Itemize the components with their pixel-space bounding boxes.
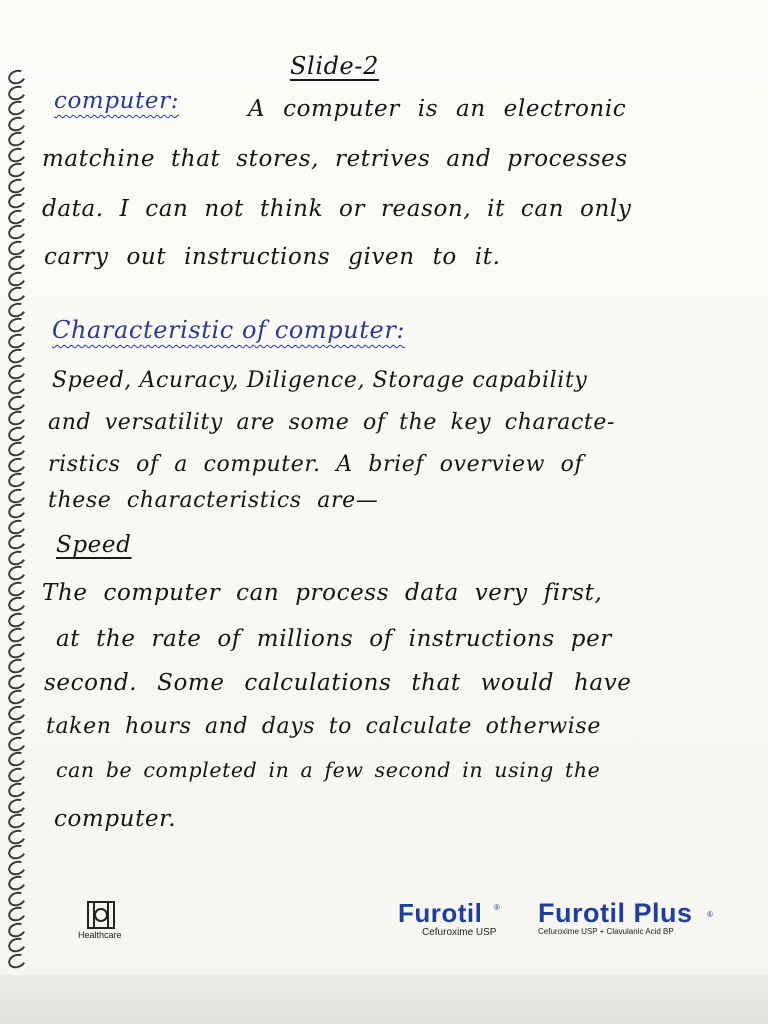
healthcare-logo-icon [86,900,116,930]
spiral-ring [6,811,28,830]
spiral-ring [6,315,28,334]
spiral-ring [6,362,28,381]
spiral-ring [6,749,28,768]
spiral-ring [6,98,28,117]
spiral-ring [6,563,28,582]
spiral-ring [6,486,28,505]
spiral-ring [6,408,28,427]
spiral-ring [6,594,28,613]
spiral-ring [6,160,28,179]
spiral-ring [6,207,28,226]
spiral-ring [6,346,28,365]
spiral-ring [6,935,28,954]
spiral-ring [6,625,28,644]
spiral-ring [6,331,28,350]
spiral-ring [6,904,28,923]
spiral-ring [6,672,28,691]
speed-line-3: second. Some calculations that would have [44,670,632,696]
spiral-ring [6,501,28,520]
furotil-plus-subtitle: Cefuroxime USP + Clavulanic Acid BP [538,927,674,936]
spiral-ring [6,455,28,474]
spiral-ring [6,377,28,396]
healthcare-logo-label: Healthcare [78,930,122,940]
computer-heading: computer: [54,88,180,114]
spiral-ring [6,393,28,412]
definition-line-4: carry out instructions given to it. [44,244,501,270]
spiral-ring [6,765,28,784]
spiral-ring [6,579,28,598]
speed-line-6: computer. [54,806,177,832]
characteristics-heading: Characteristic of computer: [52,316,406,344]
spiral-ring [6,548,28,567]
furotil-trademark: ® [494,903,500,912]
spiral-ring [6,517,28,536]
spiral-ring [6,920,28,939]
characteristics-line-1: Speed, Acuracy, Diligence, Storage capability [52,368,588,393]
spiral-ring [6,439,28,458]
spiral-ring [6,656,28,675]
characteristics-line-2: and versatility are some of the key characte- [48,410,616,435]
spiral-ring [6,191,28,210]
spiral-ring [6,842,28,861]
spiral-ring [6,951,28,970]
furotil-plus-trademark: ® [707,910,713,919]
spiral-ring [6,889,28,908]
spiral-ring [6,796,28,815]
characteristics-line-3: ristics of a computer. A brief overview of [48,452,584,477]
furotil-plus-brand: Furotil Plus [538,898,693,928]
definition-line-1: A computer is an electronic [248,96,627,122]
speed-line-4: taken hours and days to calculate otherwise [46,714,601,739]
spiral-ring [6,780,28,799]
speed-line-2: at the rate of millions of instructions per [56,626,612,652]
spiral-ring [6,470,28,489]
spiral-ring [6,610,28,629]
page-bottom-edge [0,975,768,1024]
spiral-ring [6,827,28,846]
spiral-ring [6,687,28,706]
spiral-ring [6,284,28,303]
page-title: Slide-2 [290,52,379,80]
spiral-ring [6,300,28,319]
speed-heading: Speed [56,532,132,558]
characteristics-line-4: these characteristics are— [48,488,379,513]
spiral-ring [6,145,28,164]
spiral-ring [6,858,28,877]
spiral-ring [6,253,28,272]
spiral-ring [6,129,28,148]
spiral-ring [6,222,28,241]
spiral-ring [6,238,28,257]
spiral-ring [6,873,28,892]
spiral-ring [6,532,28,551]
furotil-brand: Furotil [398,898,483,928]
definition-line-3: data. I can not think or reason, it can only [42,196,632,222]
spiral-ring [6,641,28,660]
speed-line-5: can be completed in a few second in using the [56,758,601,782]
spiral-ring [6,67,28,86]
spiral-ring [6,703,28,722]
spiral-ring [6,176,28,195]
definition-line-2: matchine that stores, retrives and processes [42,146,628,172]
spiral-ring [6,734,28,753]
spiral-ring [6,718,28,737]
speed-line-1: The computer can process data very first, [42,580,603,606]
spiral-ring [6,424,28,443]
furotil-subtitle: Cefuroxime USP [422,927,497,938]
spiral-ring [6,269,28,288]
spiral-ring [6,114,28,133]
notebook-spiral-binding [8,70,30,970]
spiral-ring [6,83,28,102]
